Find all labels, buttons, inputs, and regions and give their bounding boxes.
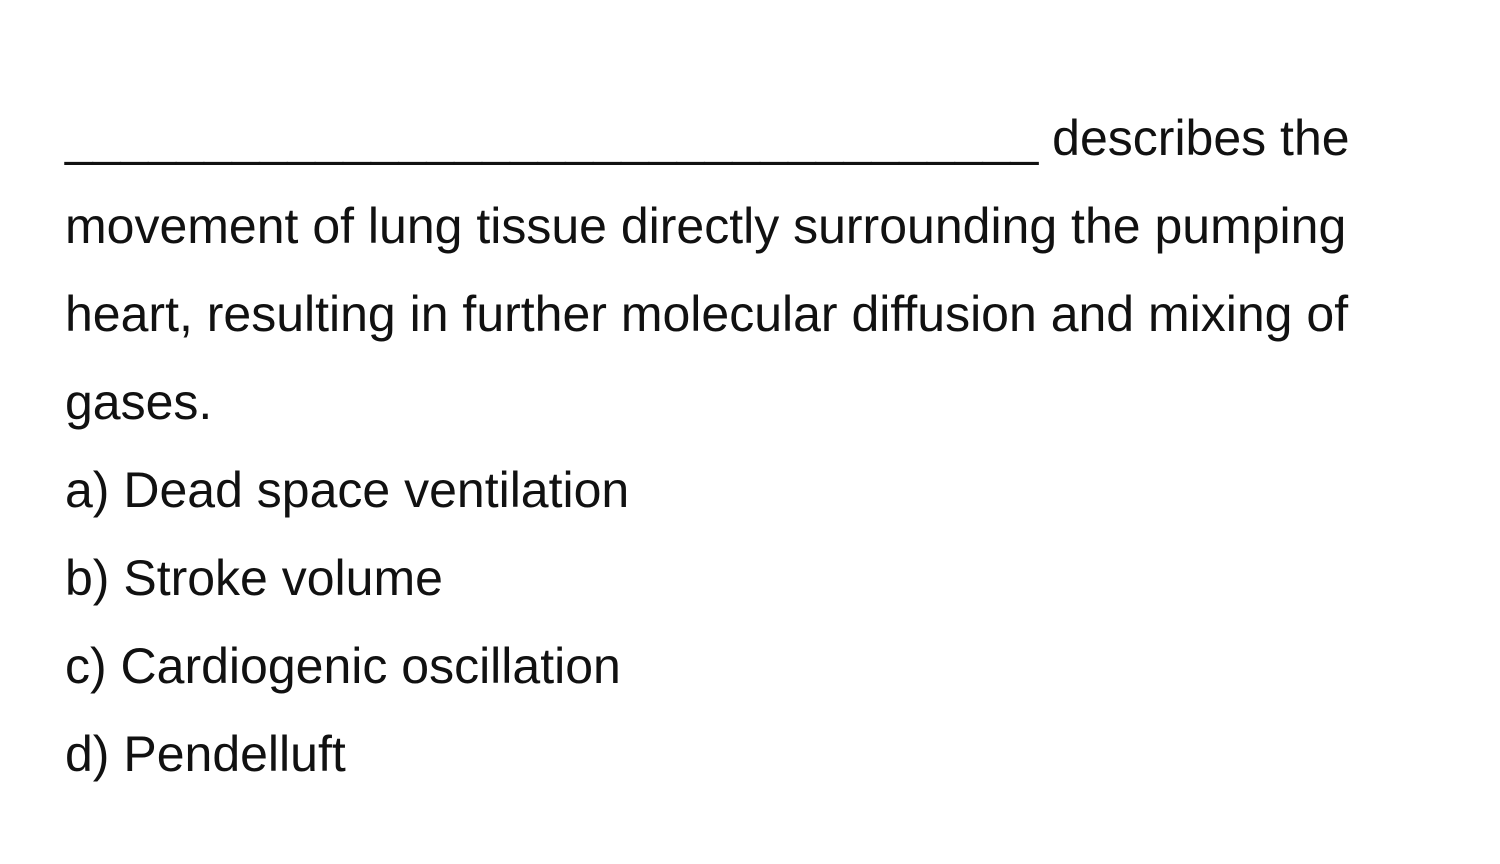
answer-blank: ___________________________________: [65, 110, 1039, 166]
question-stem: [65, 94, 1445, 446]
option-c[interactable]: c) Cardiogenic oscillation: [65, 638, 621, 694]
answer-options: [65, 446, 1445, 798]
question-card: [65, 94, 1445, 798]
option-d[interactable]: d) Pendelluft: [65, 726, 346, 782]
option-a[interactable]: a) Dead space ventilation: [65, 462, 630, 518]
question-text: describes the movement of lung tissue directly surrounding the pumping heart, resulting in further molecular diffusion and mixing of gases.: [65, 110, 1350, 430]
option-b[interactable]: b) Stroke volume: [65, 550, 443, 606]
